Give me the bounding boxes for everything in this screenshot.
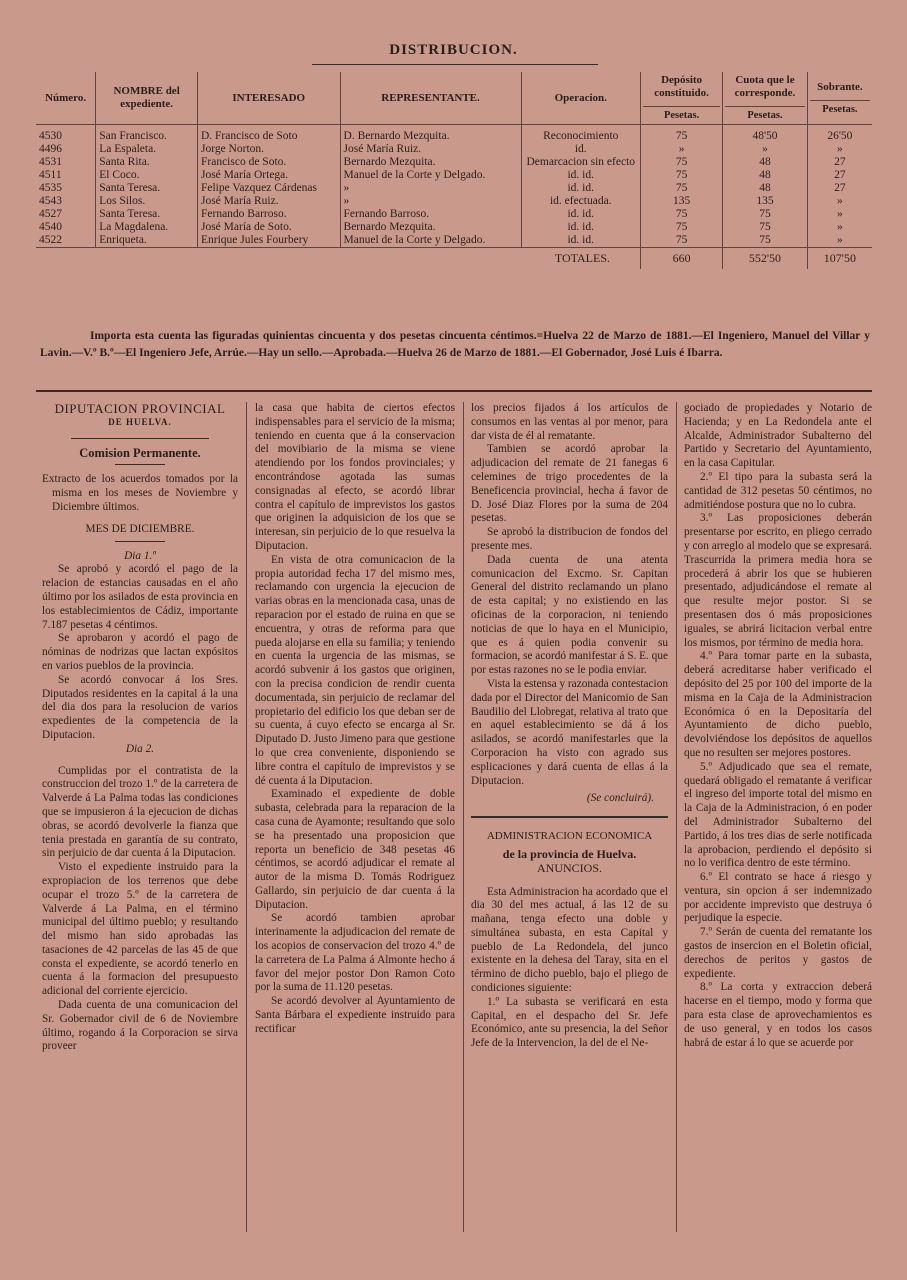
cell-deposito: 75 bbox=[641, 221, 723, 234]
cell-sobrante: » bbox=[837, 221, 843, 233]
cell-interesado: José María Ortega. bbox=[197, 169, 340, 182]
header-cuota-unit: Pesetas. bbox=[725, 106, 805, 122]
cell-nombre: La Magdalena. bbox=[96, 221, 198, 234]
cell-sobrante: 27 bbox=[834, 182, 846, 194]
cell-cuota: 48'50 bbox=[723, 125, 808, 144]
cell-operacion: id. id. bbox=[521, 221, 641, 234]
paragraph: Visto el expediente instruido para la expropiacion de los terrenos que debe ocupar el trozo 5.º de la carretera de Valverde á La Palma, en el término municipal del último pueblo; y resultando del mismo han sido aprobadas las tasaciones de 42 parcelas de las 45 de que consta el expediente, se acordó tenerlo en cuenta á la formacion del presupuesto adicional del corriente ejercicio. bbox=[42, 861, 238, 998]
cell-operacion: id. id. bbox=[521, 234, 641, 248]
paragraph: 2.º El tipo para la subasta será la cantidad de 312 pesetas 50 céntimos, no admitiéndose postura que no lo cubra. bbox=[684, 470, 872, 511]
day-heading: Dia 2. bbox=[125, 742, 155, 755]
cell-numero: 4511 bbox=[36, 169, 96, 182]
paragraph: Se aprobó la distribucion de fondos del presente mes. bbox=[471, 526, 668, 552]
paragraph: Se aprobaron y acordó el pago de nóminas de nodrizas que lactan expósitos en varios pueblos de la provincia. bbox=[42, 632, 238, 672]
cell-cuota: 135 bbox=[723, 195, 808, 208]
cell-nombre: Enriqueta. bbox=[96, 234, 198, 248]
table-title: DISTRIBUCION. bbox=[389, 42, 518, 58]
totals-sobrante: 107'50 bbox=[807, 248, 872, 270]
paragraph: Cumplidas por el contratista de la construccion del trozo 1.º de la carretera de Valverde á La Palma todas las condiciones que se impusieron á la ejecucion de dichas obras, se acordó devolverle la fianza que tenia prestada en garantía de su contrato, sin perjuicio de dar cuenta á la Diputacion. bbox=[42, 764, 238, 860]
cell-sobrante: 27 bbox=[834, 156, 846, 168]
paragraph: Examinado el expediente de doble subasta, celebrada para la reparacion de la casa cuna de Ayamonte; resultando que solo se ha presentado una proposicion que reporta un beneficio de 348 pesetas 46 céntimos, se acordó adjudicar el remate al autor de la misma D. Tomás Rodriguez Gallardo, sin perjuicio de dar cuenta á la Diputacion. bbox=[255, 788, 455, 911]
cell-operacion: id. id. bbox=[521, 169, 641, 182]
paragraph: En vista de otra comunicacion de la propia autoridad fecha 17 del mismo mes, reclamando con urgencia la ejecucion de varias obras en la mencionada casa, unas de reparacion por el estado de ruina en que se encuentra, y otras de reforma para que pueda alojarse en ella su familia; y teniendo en cuenta la urgencia de las mismas, se acordó subvenir á los gastos que originen, con la precisa condicion de rendir cuenta documentada, sin perjuicio de reclamar del propietario del edificio los que deban ser de su cuenta, á cuyo efecto se encarga al Sr. Diputado D. Justo Jimeno para que gestione lo que crea conveniente, disponiendo se libre contra el capítulo de imprevistos y se dé cuenta á la Diputacion. bbox=[255, 553, 455, 787]
cell-representante: D. Bernardo Mezquita. bbox=[340, 125, 521, 144]
header-interesado: INTERESADO bbox=[197, 72, 340, 125]
column-divider bbox=[676, 402, 677, 1232]
paragraph: 6.º El contrato se hace á riesgo y ventura, sin opcion á ser indemnizado por accidente imprevisto que destruya ó perjudique la especie. bbox=[684, 871, 872, 925]
cell-interesado: Jorge Norton. bbox=[197, 143, 340, 156]
cell-deposito: 75 bbox=[641, 182, 723, 195]
comision-title: Comision Permanente. bbox=[79, 445, 201, 460]
totals-label: TOTALES. bbox=[36, 248, 641, 270]
cell-numero: 4496 bbox=[36, 143, 96, 156]
cell-cuota: » bbox=[723, 143, 808, 156]
cell-interesado: José María de Soto. bbox=[197, 221, 340, 234]
cell-deposito: 75 bbox=[641, 208, 723, 221]
table-row bbox=[36, 182, 872, 195]
cell-numero: 4527 bbox=[36, 208, 96, 221]
cell-operacion: id. bbox=[521, 143, 641, 156]
cell-representante: Manuel de la Corte y Delgado. bbox=[340, 234, 521, 248]
cell-interesado: Francisco de Soto. bbox=[197, 156, 340, 169]
header-operacion: Operacion. bbox=[521, 72, 641, 125]
cell-deposito: 75 bbox=[641, 125, 723, 144]
header-cuota: Cuota que le corresponde. Pesetas. bbox=[723, 72, 808, 125]
rule bbox=[471, 816, 668, 818]
table-body bbox=[36, 125, 872, 248]
paragraph: Se acordó tambien aprobar interinamente la adjudicacion del remate de los acopios de conservacion del trozo 4.º de la carretera de La Palma á Almonte hecho á favor del mejor postor Don Ramon Coto por la suma de 11.120 pesetas. bbox=[255, 912, 455, 994]
table-row bbox=[36, 234, 872, 248]
cell-cuota: 75 bbox=[723, 208, 808, 221]
header-deposito-unit: Pesetas. bbox=[643, 106, 720, 122]
section-separator bbox=[36, 390, 872, 392]
table-row bbox=[36, 143, 872, 156]
cell-cuota: 48 bbox=[723, 169, 808, 182]
cell-nombre: Los Silos. bbox=[96, 195, 198, 208]
cell-representante: Bernardo Mezquita. bbox=[340, 156, 521, 169]
cell-operacion: Demarcacion sin efecto bbox=[521, 156, 641, 169]
anuncios-heading: ANUNCIOS. bbox=[536, 860, 602, 875]
paragraph: 1.º La subasta se verificará en esta Capital, en el despacho del Sr. Jefe Económico, ante su presencia, la del Señor Jefe de la Intervencion, la del de el Ne- bbox=[471, 995, 668, 1050]
column-divider bbox=[463, 402, 464, 1232]
header-representante: REPRESENTANTE. bbox=[340, 72, 521, 125]
table-row bbox=[36, 195, 872, 208]
cell-nombre: San Francisco. bbox=[96, 125, 198, 144]
paragraph: Dada cuenta de una atenta comunicacion del Excmo. Sr. Capitan General del distrito reclamando un plano de esta capital; y no existiendo en las oficinas de la corporacion, ni teniendo noticias de que lo haya en el Municipio, que es á quien podia convenir su formacion, se acordó manifestar á S. E. que por estas razones no se le podia enviar. bbox=[471, 553, 668, 677]
cell-deposito: 75 bbox=[641, 169, 723, 182]
header-sobrante: Sobrante. Pesetas. bbox=[807, 72, 872, 125]
cell-cuota: 75 bbox=[723, 221, 808, 234]
cell-representante: Bernardo Mezquita. bbox=[340, 221, 521, 234]
paragraph: 4.º Para tomar parte en la subasta, deberá acreditarse haber verificado el depósito del 25 por 100 del importe de la misma en la Caja de la Administracion Económica ó en la Depositaría del Ayuntamiento de dicho pueblo, devolviéndose los depósitos de aquellos que no resulten ser mejores postores. bbox=[684, 650, 872, 759]
paragraph: Vista la estensa y razonada contestacion dada por el Director del Manicomio de San Baudilio del Llobregat, relativa al trato que en aquel establecimiento se dá á los asilados, se acordó manifestarles que la Corporacion ha visto con agrado sus esplicaciones y dará cuenta de ellas á la Diputacion. bbox=[471, 677, 668, 787]
admin-heading: ADMINISTRACION ECONOMICA bbox=[486, 830, 653, 843]
paragraph: la casa que habita de ciertos efectos indispensables para el servicio de la misma; teniendo en cuenta que á la conservacion del movibiario de la misma se viene atendiendo por los fondos provinciales; y encontrándose agotada las sumas consignadas al efecto, se acordó librar contra el capítulo de imprevistos los gastos que originen la adquisicion de los que se interesan, sin perjuicio de lo que resuelva la Diputacion. bbox=[255, 402, 455, 552]
cell-interesado: D. Francisco de Soto bbox=[197, 125, 340, 144]
paragraph: Se acordó devolver al Ayuntamiento de Santa Bárbara el expediente instruido para rectificar bbox=[255, 995, 455, 1035]
column-1 bbox=[42, 402, 238, 1054]
cell-deposito: 75 bbox=[641, 156, 723, 169]
cell-sobrante: » bbox=[837, 195, 843, 207]
distribution-table bbox=[36, 72, 872, 269]
cell-deposito: » bbox=[641, 143, 723, 156]
header-numero: Número. bbox=[36, 72, 96, 125]
cell-operacion: id. id. bbox=[521, 182, 641, 195]
cell-nombre: Santa Rita. bbox=[96, 156, 198, 169]
column-3 bbox=[471, 402, 668, 1051]
column-divider bbox=[246, 402, 247, 1232]
cell-nombre: Santa Teresa. bbox=[96, 208, 198, 221]
column-4 bbox=[684, 402, 872, 1050]
cell-interesado: José María Ruiz. bbox=[197, 195, 340, 208]
title-rule bbox=[312, 64, 598, 65]
admin-subheading: de la provincia de Huelva. bbox=[502, 846, 637, 861]
section-heading: DIPUTACION PROVINCIAL bbox=[54, 401, 226, 416]
cell-operacion: id. efectuada. bbox=[521, 195, 641, 208]
table-row bbox=[36, 208, 872, 221]
cell-numero: 4530 bbox=[36, 125, 96, 144]
cell-representante: José María Ruiz. bbox=[340, 143, 521, 156]
cell-nombre: Santa Teresa. bbox=[96, 182, 198, 195]
cell-sobrante: » bbox=[837, 208, 843, 220]
table-row bbox=[36, 156, 872, 169]
table-footnote: Importa esta cuenta las figuradas quinientas cincuenta y dos pesetas cincuenta céntimos.=Huelva 22 de Marzo de 1881.—El Ingeniero, Manuel del Villar y Lavin.—V.º B.º—El Ingeniero Jefe, Arrúe.—Hay un sello.—Aprobada.—Huelva 26 de Marzo de 1881.—El Gobernador, José Luis é Ibarra. bbox=[40, 330, 870, 359]
table-row bbox=[36, 125, 872, 144]
cell-numero: 4522 bbox=[36, 234, 96, 248]
rule bbox=[115, 464, 166, 465]
table-row bbox=[36, 221, 872, 234]
paragraph: Tambien se acordó aprobar la adjudicacion del remate de 21 fanegas 6 celemines de trigo procedentes de la Beneficencia provincial, hecha á favor de D. José Diaz Flores por la suma de 204 pesetas. bbox=[471, 443, 668, 525]
cell-cuota: 48 bbox=[723, 182, 808, 195]
cell-interesado: Enrique Jules Fourbery bbox=[197, 234, 340, 248]
cell-numero: 4531 bbox=[36, 156, 96, 169]
cell-representante: » bbox=[340, 182, 521, 195]
header-sobrante-unit: Pesetas. bbox=[810, 100, 870, 116]
cell-cuota: 75 bbox=[723, 234, 808, 248]
paragraph: 5.º Adjudicado que sea el remate, quedará obligado el rematante á verificar el ingreso del importe total del mismo en la Caja de la Administracion, ó en poder del Administrador Subalterno del Partido, á los tres dias de serle notificada la aprobacion, perdiendo el depósito si no lo verifica dentro de este término. bbox=[684, 760, 872, 870]
table-row bbox=[36, 169, 872, 182]
cell-representante: Fernando Barroso. bbox=[340, 208, 521, 221]
cell-sobrante: 27 bbox=[834, 169, 846, 181]
cell-operacion: Reconocimiento bbox=[521, 125, 641, 144]
header-deposito: Depósito constituido. Pesetas. bbox=[641, 72, 723, 125]
paragraph: Dada cuenta de una comunicacion del Sr. Gobernador civil de 6 de Noviembre último, rogando á la Corporacion se sirva proveer bbox=[42, 999, 238, 1053]
paragraph: 8.º La corta y extraccion deberá hacerse en el tiempo, modo y forma que para esta clase de aprovechamientos es de uso general, y en todos los casos habrá de estar á lo que se acuerde por bbox=[684, 981, 872, 1049]
cell-sobrante: » bbox=[837, 143, 843, 155]
rule bbox=[71, 438, 208, 439]
paragraph: Esta Administracion ha acordado que el dia 30 del mes actual, á las 12 de su mañana, tenga efecto una doble y simultánea subasta, en esta Capital y pueblo de La Redondela, del junco existente en la dehesa del Taray, sita en el término de dicho pueblo, bajo el pliego de condiciones siguiente: bbox=[471, 885, 668, 995]
paragraph: Se acordó convocar á los Sres. Diputados residentes en la capital á la una del dia dos para la resolucion de varios expedientes de la competencia de la Diputacion. bbox=[42, 673, 238, 741]
cell-deposito: 135 bbox=[641, 195, 723, 208]
cell-representante: » bbox=[340, 195, 521, 208]
rule bbox=[115, 541, 166, 542]
cell-sobrante: 26'50 bbox=[827, 130, 853, 142]
cell-nombre: La Espaleta. bbox=[96, 143, 198, 156]
header-nombre: NOMBRE del expediente. bbox=[96, 72, 198, 125]
cell-deposito: 75 bbox=[641, 234, 723, 248]
extracto-text: Extracto de los acuerdos tomados por la misma en los meses de Noviembre y Diciembre últimos. bbox=[42, 473, 238, 513]
paragraph: gociado de propiedades y Notario de Hacienda; y en La Redondela ante el Alcalde, Administrador Subalterno del Partido y Secretario del Ayuntamiento, en la casa Capitular. bbox=[684, 402, 872, 470]
paragraph: los precios fijados á los artículos de consumos en las ventas al por menor, para dar vista de él al rematante. bbox=[471, 402, 668, 442]
cell-numero: 4535 bbox=[36, 182, 96, 195]
to-be-continued: (Se concluirá). bbox=[586, 792, 654, 805]
totals-cuota: 552'50 bbox=[723, 248, 808, 270]
cell-numero: 4543 bbox=[36, 195, 96, 208]
month-heading: MES DE DICIEMBRE. bbox=[85, 522, 195, 535]
day-heading: Dia 1.º bbox=[124, 549, 156, 562]
paragraph: Se aprobó y acordó el pago de la relacion de estancias causadas en el año último por los asilados de esta provincia en los establecimientos de Cádiz, importante 7.187 pesetas 4 céntimos. bbox=[42, 563, 238, 631]
cell-cuota: 48 bbox=[723, 156, 808, 169]
column-2 bbox=[255, 402, 455, 1037]
cell-nombre: El Coco. bbox=[96, 169, 198, 182]
cell-interesado: Fernando Barroso. bbox=[197, 208, 340, 221]
totals-row bbox=[36, 248, 872, 270]
cell-numero: 4540 bbox=[36, 221, 96, 234]
paragraph: 3.º Las proposiciones deberán presentarse por escrito, en pliego cerrado y con arreglo al modelo que se expresará. Trascurrida la primera media hora se procederá á abrir los que se hubieren presentado, adjudicándose el remate al que resulte mejor postor. Si se presentasen dos ó más proposiciones iguales, se abrirá licitacion verbal entre los mismos, por término de media hora. bbox=[684, 512, 872, 649]
cell-representante: Manuel de la Corte y Delgado. bbox=[340, 169, 521, 182]
cell-sobrante: » bbox=[837, 234, 843, 246]
totals-deposito: 660 bbox=[641, 248, 723, 270]
cell-interesado: Felipe Vazquez Cárdenas bbox=[197, 182, 340, 195]
cell-operacion: id. id. bbox=[521, 208, 641, 221]
paragraph: 7.º Serán de cuenta del rematante los gastos de insercion en el Boletin oficial, derechos de peritos y gastos de expediente. bbox=[684, 926, 872, 980]
section-subheading: DE HUELVA. bbox=[108, 416, 172, 427]
